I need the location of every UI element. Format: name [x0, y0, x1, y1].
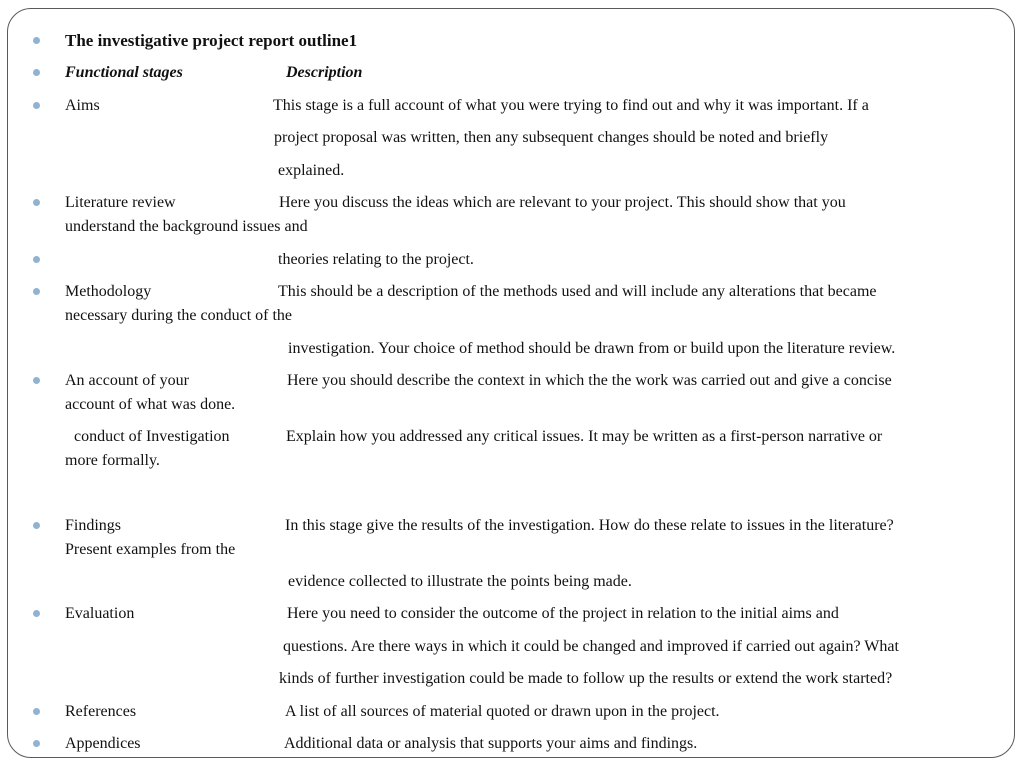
bullet-icon [33, 37, 40, 44]
methodology-text-1: This should be a description of the methods used and will include any alterations that became [278, 283, 877, 300]
findings-label: Findings [65, 517, 122, 534]
bullet-icon [33, 69, 40, 76]
references-text: A list of all sources of material quoted or drawn upon in the project. [285, 703, 720, 720]
appendices-text: Additional data or analysis that supports your aims and findings. [284, 735, 698, 752]
evaluation-label: Evaluation [65, 605, 135, 622]
methodology-text-3: investigation. Your choice of method should be drawn from or build upon the literature review. [288, 340, 896, 357]
header-stage: Functional stages [65, 64, 183, 81]
bullet-icon [33, 102, 40, 109]
appendices-label: Appendices [65, 735, 141, 752]
references-label: References [65, 703, 137, 720]
evaluation-text-1: Here you need to consider the outcome of the project in relation to the initial aims and [287, 605, 839, 622]
account-text-1: Here you should describe the context in which the the work was carried out and give a concise [287, 372, 892, 389]
header-description: Description [286, 64, 363, 81]
literature-text-3: theories relating to the project. [278, 251, 474, 268]
evaluation-text-2: questions. Are there ways in which it could be changed and improved if carried out again? What [283, 638, 899, 655]
bullet-icon [33, 522, 40, 529]
page-title: The investigative project report outline1 [65, 31, 358, 50]
aims-label: Aims [65, 97, 100, 114]
bullet-icon [33, 740, 40, 747]
bullet-icon [33, 199, 40, 206]
account-label-2: conduct of Investigation [74, 428, 230, 445]
literature-text-1: Here you discuss the ideas which are relevant to your project. This should show that you [279, 194, 846, 211]
account-label: An account of your [65, 372, 189, 389]
methodology-text-2: necessary during the conduct of the [65, 307, 293, 324]
findings-text-1: In this stage give the results of the investigation. How do these relate to issues in the literature? [285, 517, 894, 534]
findings-text-3: evidence collected to illustrate the points being made. [288, 573, 632, 590]
bullet-icon [33, 288, 40, 295]
aims-text-1: This stage is a full account of what you were trying to find out and why it was important. If a [273, 97, 869, 114]
aims-text-3: explained. [278, 162, 345, 179]
aims-text-2: project proposal was written, then any subsequent changes should be noted and briefly [274, 129, 829, 146]
literature-text-2: understand the background issues and [65, 218, 308, 235]
bullet-icon [33, 610, 40, 617]
bullet-icon [33, 256, 40, 263]
methodology-label: Methodology [65, 283, 152, 300]
findings-text-2: Present examples from the [65, 541, 236, 558]
account-text-2: account of what was done. [65, 396, 236, 413]
account-text-4: more formally. [65, 452, 160, 469]
bullet-icon [33, 377, 40, 384]
literature-label: Literature review [65, 194, 176, 211]
evaluation-text-3: kinds of further investigation could be made to follow up the results or extend the work started? [279, 670, 893, 687]
account-text-3: Explain how you addressed any critical issues. It may be written as a first-person narrative or [286, 428, 883, 445]
bullet-icon [33, 708, 40, 715]
